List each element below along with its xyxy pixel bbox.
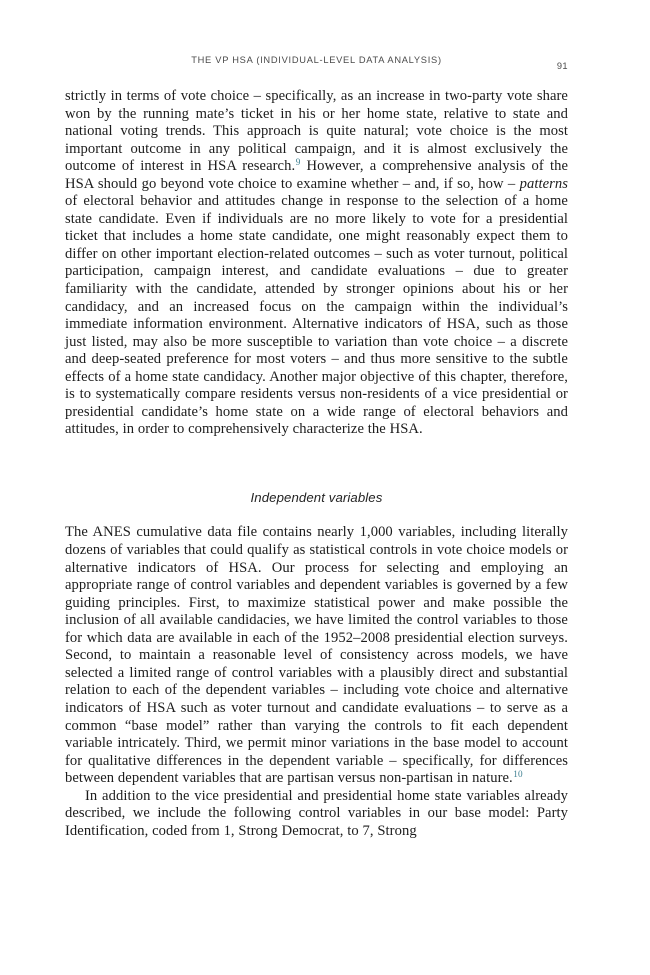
paragraph-1-text-part-2: However, a comprehensive analysis of the HSA should go beyond vote choice to examine whether – and, if so, how – xyxy=(65,158,568,192)
running-head-title: THE VP HSA (INDIVIDUAL-LEVEL DATA ANALYSIS) xyxy=(191,55,442,65)
paragraph-vote-choice-hsa xyxy=(65,88,568,439)
paragraph-base-model-controls xyxy=(65,788,568,841)
paragraph-1-emphasis-patterns: patterns xyxy=(519,175,568,192)
footnote-ref-9[interactable]: 9 xyxy=(295,157,301,168)
vertical-gap-after-heading xyxy=(65,506,568,524)
footnote-ref-10[interactable]: 10 xyxy=(513,769,523,780)
paragraph-1-text-part-1: strictly in terms of vote choice – specifically, as an increase in two-party vote share won by the running mate’s ticket in his or her home state, relative to state and national voting trends. This approach is quite natural; vote choice is the most important outcome in any political campaign, and it is almost exclusively the outcome of interest in HSA research. xyxy=(65,88,568,175)
paragraph-2-text: The ANES cumulative data file contains nearly 1,000 variables, including literally dozens of variables that could qualify as statistical controls in vote choice models or alternative indicators of HSA. Our process for selecting and employing an appropriate range of control variables and dependent variables is governed by a few guiding principles. First, to maximize statistical power and make possible the inclusion of all available candidacies, we have limited the control variables to those for which data are available in each of the 1952–2008 presidential election surveys. Second, to maintain a reasonable level of consistency across models, we have selected a limited range of control variables with a plausibly direct and substantial relation to each of the dependent variables – including vote choice and alternative indicators of HSA such as voter turnout and candidate evaluations – to serve as a common “base model” rather than varying the controls to fit each dependent variable intricately. Third, we permit minor variations in the base model to account for qualitative differences in the dependent variable – specifically, for differences between dependent variables that are partisan versus non-partisan in nature. xyxy=(65,524,568,787)
section-heading-independent-variables: Independent variables xyxy=(250,489,383,505)
running-head xyxy=(65,55,568,71)
vertical-gap-before-heading xyxy=(65,439,568,489)
paragraph-3-text: In addition to the vice presidential and presidential home state variables already described, we include the following control variables in our base model: Party Identification, coded from 1, Strong Democrat, to 7, Strong xyxy=(65,787,568,839)
page-number: 91 xyxy=(556,61,568,71)
paragraph-anes-control-variables xyxy=(65,524,568,787)
paragraph-1-text-part-3: of electoral behavior and attitudes change in response to the selection of a home state candidate. Even if individuals are no more likely to vote for a presidential ticket that includes a home state candidate, one might reasonably expect them to differ on other important election-related outcomes – such as voter turnout, political participation, campaign interest, and candidate evaluations – due to greater familiarity with the candidate, attended by stronger opinions about his or her candidacy, and an increased focus on the campaign within the individual’s immediate information environment. Alternative indicators of HSA, such as those just listed, may also be more susceptible to variation than vote choice – a discrete and deep-seated preference for most voters – and thus more sensitive to the subtle effects of a home state candidacy. Another major objective of this chapter, therefore, is to systematically compare residents versus non-residents of a vice presidential or presidential candidate’s home state on a wide range of electoral behaviors and attitudes, in order to comprehensively characterize the HSA. xyxy=(65,193,568,438)
page-content xyxy=(65,88,568,840)
